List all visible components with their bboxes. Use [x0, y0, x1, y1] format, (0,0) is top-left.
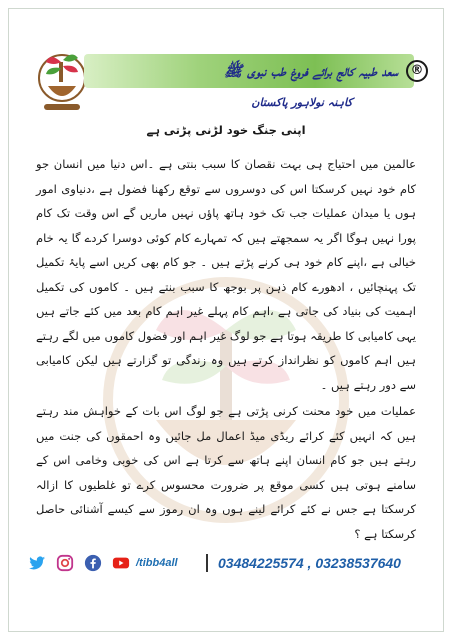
college-location: کاہنہ نولاہور پاکستان [251, 96, 353, 109]
logo-icon [36, 48, 88, 114]
registered-icon: ® [406, 60, 428, 82]
article-paragraph: عالمین میں احتیاج ہی بہت نقصان کا سبب بنتی ہے ۔اس دنیا میں انسان جو کام خود نہیں کرسکتا اس کی دوسروں سے توقع رکھنا فضول ہے ،دنیاوی امور ہوں یا میدان عملیات جب تک خود ہاتھ پاؤں نہیں ماریں گے اس وقت تک کام پورا نہیں ہوگا اگر یہ سمجھتے ہیں کہ تمہارے کام کوئی دوسرا کردے گا یہ خام خیالی ہے ،اپنے کام خود ہی کرنے پڑتے ہیں ۔ جو کام بھی کریں اسے پایۂ تکمیل تک پہنچائیں ، ادھورے کام ذہن پر بوجھ کا سبب بنتے ہیں ۔ کاموں کی تکمیل اہمیت کی بنیاد کی جاتی ہے ،اہم کام پہلے غیر اہم کام بعد میں کئے جاتے ہیں یہی کامیابی کا طریقہ ہوتا ہے جو لوگ غیر اہم اور فضول کاموں میں لگے رہتے ہیں اہم کاموں کو نظرانداز کرتے ہیں وہ زندگی تو گزارتے ہیں لیکن کامیابی سے دور رہتے ہیں ۔ [36, 157, 416, 392]
social-handle[interactable]: /tibb4all [136, 557, 178, 569]
article-paragraph: عملیات میں خود محنت کرنی پڑتی ہے جو لوگ اس بات کے خواہش مند رہتے ہیں کہ انہیں کئے کرائے ریڈی میڈ اعمال مل جائیں وہ احمقوں کی جنت میں رہتے ہیں جو کام انسان اپنے ہاتھ سے کرتا ہے اس کی خوبی وخامی اس کے سامنے ہوتی ہیں کسی موقع پر ضرورت محسوس کرے تو غلطیوں کا ازالہ کرسکتا ہے جس نے کئے کرائے لینے ہوں وہ ان رموز سے کیسے آشنائی حاصل کرسکتا ہے ؟ [36, 404, 416, 541]
facebook-icon[interactable] [84, 554, 102, 572]
header [22, 48, 430, 118]
college-name: سعد طبیہ کالج برائے فروغ طب نبوی ﷺ [223, 62, 398, 80]
article-title: اپنی جنگ خود لڑنی پڑتی ہے [146, 123, 306, 137]
instagram-icon[interactable] [56, 554, 74, 572]
contact-phone-numbers[interactable]: 03484225574 , 03238537640 [218, 555, 401, 571]
twitter-icon[interactable] [28, 554, 46, 572]
footer-divider [206, 554, 208, 572]
footer-contact-bar [26, 552, 426, 574]
youtube-icon[interactable] [112, 554, 130, 572]
article [36, 118, 416, 541]
